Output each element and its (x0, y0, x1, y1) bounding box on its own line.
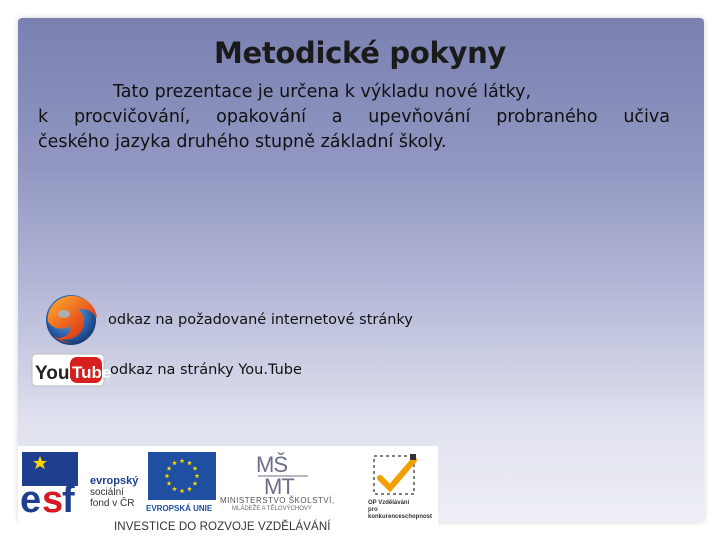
svg-text:Tube: Tube (72, 363, 112, 382)
paragraph-line: Tato prezentace je určena k výkladu nové látky, (113, 82, 532, 102)
svg-text:e: e (20, 479, 42, 521)
op-logo (366, 452, 428, 500)
op-caption (368, 500, 438, 521)
paragraph-line: k procvičování, opakování a upevňování probraného učiva (38, 107, 670, 127)
eu-caption: EVROPSKÁ UNIE (146, 504, 213, 513)
legend-item-web-link (32, 292, 413, 348)
esf-line: fond v ČR (90, 498, 135, 509)
slide-title: Metodické pokyny (213, 36, 507, 70)
svg-text:MŠ: MŠ (256, 452, 287, 477)
svg-text:f: f (62, 479, 75, 521)
eu-flag-icon (148, 452, 216, 500)
esf-line: evropský (90, 475, 139, 487)
investice-caption: INVESTICE DO ROZVOJE VZDĚLÁVÁNÍ (114, 521, 331, 533)
esf-caption (90, 476, 138, 509)
paragraph-line: českého jazyka druhého stupně základní školy. (38, 132, 447, 152)
op-caption-line: OP Vzdělávání (368, 500, 410, 506)
svg-text:s: s (42, 479, 64, 521)
legend-label-youtube: odkaz na stránky You.Tube (110, 362, 302, 378)
msmt-caption: MINISTERSTVO ŠKOLSTVÍ, (220, 496, 335, 505)
youtube-icon[interactable] (32, 352, 112, 388)
firefox-icon[interactable] (40, 292, 102, 348)
slide-paragraph (38, 80, 670, 155)
svg-text:MT: MT (264, 474, 294, 499)
svg-text:You: You (35, 363, 70, 384)
esf-line: sociální (90, 487, 124, 498)
msmt-caption-2: MLÁDEŽE A TĚLOVÝCHOVY (232, 506, 312, 512)
op-caption-line: pro konkurenceschopnost (368, 507, 433, 520)
legend-label-web: odkaz na požadované internetové stránky (108, 312, 413, 328)
legend-item-youtube-link (32, 352, 302, 388)
msmt-logo (250, 450, 346, 500)
